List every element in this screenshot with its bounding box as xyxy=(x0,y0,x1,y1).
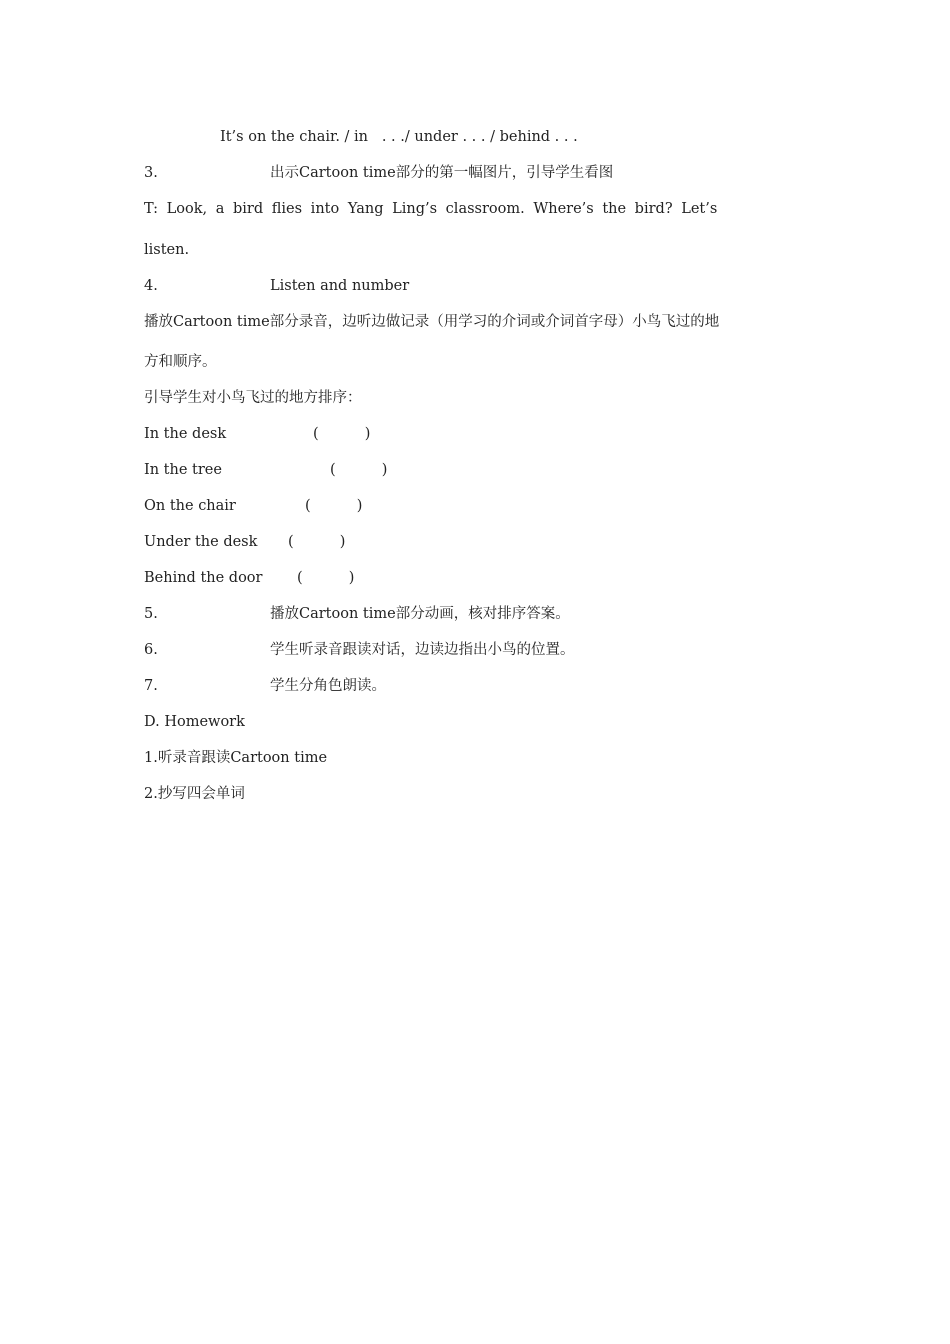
step-6-text: 学生听录音跟读对话，边读边指出小鸟的位置。 xyxy=(270,642,575,658)
listen-line: listen. xyxy=(144,242,190,258)
guide-text: 引导学生对小鸟飞过的地方排序： xyxy=(144,390,362,406)
step-5-text: 播放Cartoon time部分动画，核对排序答案。 xyxy=(270,606,570,622)
step-5-number: 5. xyxy=(144,606,158,622)
step-4-number: 4. xyxy=(144,278,158,294)
homework-item-1: 1.听录音跟读Cartoon time xyxy=(144,750,328,766)
play-instruction-2: 方和顺序。 xyxy=(144,354,217,370)
order-item-label: Behind the door xyxy=(144,570,263,586)
order-item-blank: ( ) xyxy=(297,570,355,586)
order-item-blank: ( ) xyxy=(330,462,388,478)
order-item-label: On the chair xyxy=(144,498,236,514)
order-item-label: In the tree xyxy=(144,462,222,478)
order-item-blank: ( ) xyxy=(313,426,371,442)
step-7-text: 学生分角色朗读。 xyxy=(270,678,386,694)
step-3-text: 出示Cartoon time部分的第一幅图片，引导学生看图 xyxy=(270,165,614,181)
order-item-blank: ( ) xyxy=(305,498,363,514)
step-4-text: Listen and number xyxy=(270,278,410,294)
order-item-label: Under the desk xyxy=(144,534,258,550)
play-instruction-1: 播放Cartoon time部分录音，边听边做记录（用学习的介词或介词首字母）小鸟飞过的地 xyxy=(144,314,720,330)
homework-item-2: 2.抄写四会单词 xyxy=(144,786,245,802)
step-6-number: 6. xyxy=(144,642,158,658)
prep-sentence: It’s on the chair. / in . . ./ under . . . / behind . . . xyxy=(220,129,578,145)
step-3-number: 3. xyxy=(144,165,158,181)
homework-heading: D. Homework xyxy=(144,714,245,730)
order-item-blank: ( ) xyxy=(288,534,346,550)
order-item-label: In the desk xyxy=(144,426,227,442)
teacher-line: T: Look, a bird flies into Yang Ling’s classroom. Where’s the bird? Let’s xyxy=(144,201,718,217)
step-7-number: 7. xyxy=(144,678,158,694)
